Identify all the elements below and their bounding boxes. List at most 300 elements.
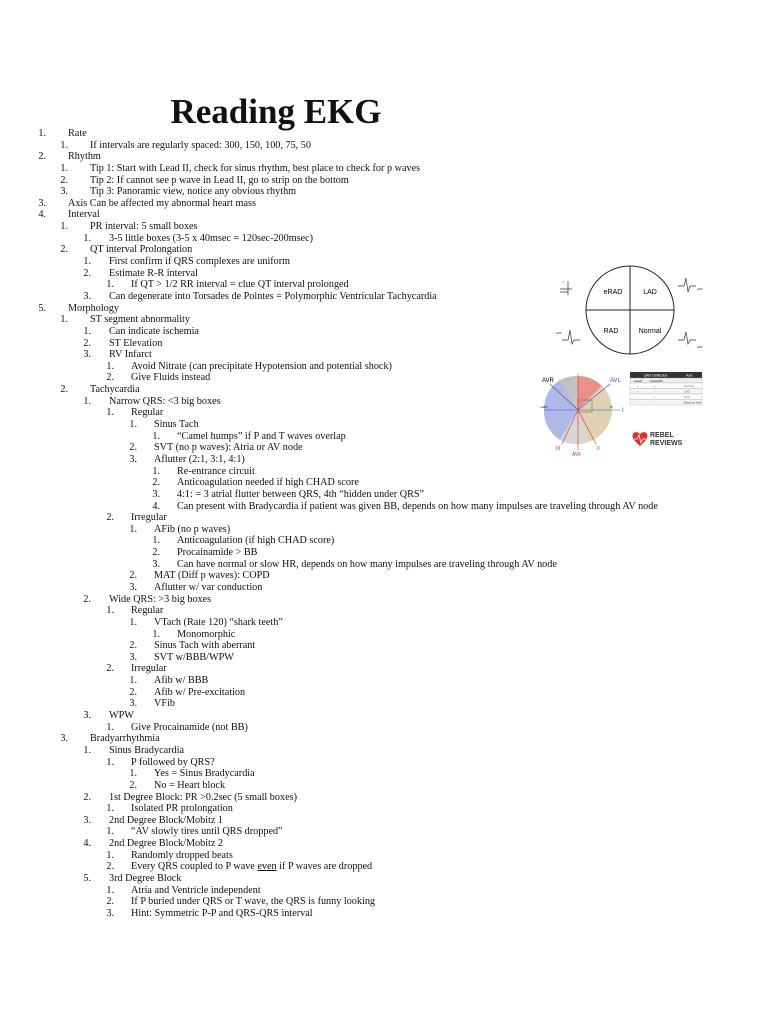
outline-text — [154, 442, 303, 454]
outline-text-part: Rhythm — [68, 151, 101, 163]
outline-number: 1. — [152, 628, 160, 640]
outline-text-part: SVT (no p waves): Atria or AV node — [154, 442, 303, 454]
outline-number: 1. — [106, 360, 114, 372]
outline-item — [40, 244, 740, 256]
outline-text — [177, 547, 257, 559]
outline-item — [40, 140, 740, 152]
outline-text-part: Interval — [68, 209, 100, 221]
outline-text — [109, 710, 134, 722]
outline-item — [40, 663, 740, 675]
outline-number: 4. — [83, 838, 91, 850]
outline-text — [90, 314, 190, 326]
outline-list — [40, 128, 740, 920]
outline-item — [40, 547, 740, 559]
outline-number: 1. — [83, 232, 91, 244]
outline-number: 3. — [106, 907, 114, 919]
outline-text-part: Hint: Symmetric P-P and QRS-QRS interval — [131, 907, 313, 919]
outline-number: 4. — [152, 500, 160, 512]
outline-text — [109, 326, 199, 338]
outline-text — [109, 268, 198, 280]
outline-item — [40, 815, 740, 827]
outline-item — [40, 570, 740, 582]
outline-number: 2. — [129, 640, 137, 652]
outline-text-part: Narrow QRS: <3 big boxes — [109, 395, 221, 407]
outline-text — [154, 687, 245, 699]
outline-text — [154, 652, 234, 664]
outline-item — [40, 128, 740, 140]
outline-item — [40, 722, 740, 734]
outline-text — [154, 640, 255, 652]
outline-number: 4. — [38, 209, 46, 221]
brand-line1: REBEL — [650, 432, 674, 439]
table-cell-axis: LAD — [684, 389, 690, 394]
outline-text-part: “Camel humps” if P and T waves overlap — [177, 430, 346, 442]
outline-item — [40, 198, 740, 210]
outline-text — [68, 198, 256, 210]
outline-number: 1. — [83, 325, 91, 337]
outline-text-part: Tip 1: Start with Lead II, check for sinus rhythm, best place to check for p waves — [90, 162, 421, 174]
outline-number: 3. — [60, 186, 68, 198]
outline-number: 1. — [106, 721, 114, 733]
outline-number: 1. — [106, 884, 114, 896]
table-cell-axis: Extreme Axis — [684, 400, 702, 405]
outline-text-part: QT interval Prolongation — [90, 244, 193, 256]
outline-text — [154, 698, 175, 710]
outline-number: 2. — [83, 791, 91, 803]
outline-item — [40, 792, 740, 804]
outline-text — [109, 291, 437, 303]
outline-text — [68, 151, 101, 163]
outline-text — [109, 349, 152, 361]
complex-lower-right — [678, 332, 696, 344]
outline-number: 3. — [60, 733, 68, 745]
outline-number: 1. — [106, 756, 114, 768]
table-cell-lead-i: - — [637, 395, 638, 399]
outline-number: 2. — [83, 337, 91, 349]
outline-number: 1. — [60, 221, 68, 233]
outline-item — [40, 850, 740, 862]
outline-text — [109, 233, 313, 245]
outline-underlined-word: even — [257, 861, 277, 873]
outline-item — [40, 780, 740, 792]
outline-text — [177, 501, 658, 513]
outline-text-part: Anticoagulation (if high CHAD score) — [177, 535, 335, 547]
outline-text-part: Monomorphic — [177, 628, 236, 640]
outline-text — [109, 873, 181, 885]
outline-text — [131, 885, 261, 897]
qrs-axis-diagram — [540, 370, 710, 458]
outline-number: 2. — [60, 384, 68, 396]
outline-number: 1. — [129, 419, 137, 431]
outline-text-part: Axis Can be affected my abnormal heart mass — [68, 197, 256, 209]
outline-text-part: Isolated PR prolongation — [131, 803, 233, 815]
outline-text-part: 2nd Degree Block/Mobitz 1 — [109, 814, 224, 826]
outline-text-part: Tip 2: If cannot see p wave in Lead II, go to strip on the bottom — [90, 174, 349, 186]
outline-text-part: Sinus Bradycardia — [109, 744, 184, 756]
outline-text — [109, 838, 223, 850]
outline-text-part: WPW — [109, 710, 134, 722]
outline-text — [90, 186, 296, 198]
label-i: I — [622, 408, 624, 414]
label-plus180: +180° — [540, 405, 548, 409]
outline-text — [68, 303, 119, 315]
outline-item — [40, 559, 740, 571]
label-avf: AVF — [572, 452, 582, 458]
outline-number: 1. — [106, 407, 114, 419]
outline-item — [40, 501, 740, 513]
outline-number: 2. — [152, 547, 160, 559]
outline-number: 1. — [60, 162, 68, 174]
outline-text-part: Can present with Bradycardia if patient was given BB, depends on how many impulses are traveling through AV node — [177, 500, 658, 512]
outline-item — [40, 151, 740, 163]
outline-number: 3. — [129, 651, 137, 663]
table-cell-lead-avf: + — [654, 395, 656, 399]
outline-item — [40, 175, 740, 187]
outline-number: 1. — [83, 256, 91, 268]
outline-text-part: Bradyarrhythmia — [90, 733, 160, 745]
outline-number: 2. — [106, 512, 114, 524]
label-zero: 0° — [610, 405, 613, 409]
outline-text — [154, 675, 208, 687]
outline-text-part: Atria and Ventricle independent — [131, 884, 261, 896]
outline-text-part: Sinus Tach with aberrant — [154, 640, 256, 652]
outline-number: 2. — [106, 372, 114, 384]
outline-item — [40, 861, 740, 873]
outline-number: 2. — [129, 779, 137, 791]
outline-item — [40, 477, 740, 489]
outline-text-part: Avoid Nitrate (can precipitate Hypotension and potential shock) — [131, 360, 392, 372]
outline-item — [40, 640, 740, 652]
outline-item — [40, 221, 740, 233]
outline-text-part: Wide QRS: >3 big boxes — [109, 593, 212, 605]
table-cell-lead-avf: + — [654, 384, 656, 388]
outline-text-part: 2nd Degree Block/Mobitz 2 — [109, 838, 224, 850]
outline-text — [90, 175, 349, 187]
outline-number: 2. — [83, 267, 91, 279]
outline-text-part: Can degenerate into Torsades de Pointes = Polymorphic Ventricular Tachycardia — [109, 290, 437, 302]
quadrant-bottom-left: RAD — [603, 328, 619, 335]
axis-quadrant-diagram — [554, 262, 704, 362]
outline-item — [40, 163, 740, 175]
outline-text — [109, 256, 290, 268]
outline-text-part: No = Heart block — [154, 779, 226, 791]
outline-item — [40, 186, 740, 198]
outline-text — [131, 722, 248, 734]
outline-text-part: 3rd Degree Block — [109, 873, 182, 884]
outline-number: 2. — [129, 570, 137, 582]
outline-number: 1. — [106, 803, 114, 815]
outline-number: 2. — [106, 663, 114, 675]
outline-number: 3. — [83, 814, 91, 826]
table-cell-axis: RAD — [684, 395, 691, 399]
outline-text — [177, 466, 255, 478]
outline-text — [154, 570, 270, 582]
outline-item — [40, 209, 740, 221]
outline-item — [40, 698, 740, 710]
outline-text-part: Irregular — [131, 512, 167, 524]
outline-item — [40, 745, 740, 757]
outline-item — [40, 675, 740, 687]
outline-text — [109, 815, 223, 827]
outline-number: 2. — [106, 896, 114, 908]
table-cell-lead-avf: - — [654, 400, 655, 405]
table-header-axis: Axis — [686, 373, 693, 378]
outline-text — [109, 338, 162, 350]
outline-text-part: “AV slowly tires until QRS dropped” — [131, 826, 283, 838]
outline-number: 2. — [106, 861, 114, 873]
label-avl: AVL — [610, 378, 621, 384]
outline-text — [131, 803, 233, 815]
outline-text — [131, 826, 283, 838]
outline-text — [131, 605, 163, 617]
outline-text-part: If P buried under QRS or T wave, the QRS is funny looking — [131, 896, 376, 908]
outline-text-part: Rate — [68, 128, 87, 139]
outline-text — [131, 896, 375, 908]
outline-text — [177, 629, 235, 641]
outline-item — [40, 489, 740, 501]
outline-number: 1. — [106, 826, 114, 838]
outline-text-part: Sinus Tach — [154, 419, 199, 431]
outline-text-part: SVT w/BBB/WPW — [154, 651, 234, 663]
complex-lower-left — [562, 330, 580, 344]
outline-item — [40, 617, 740, 629]
outline-number: 1. — [83, 744, 91, 756]
complex-upper-left — [560, 281, 572, 295]
outline-text-part: If QT > 1/2 RR interval = clue QT interval prolonged — [131, 279, 349, 291]
outline-text — [90, 140, 311, 152]
outline-item — [40, 535, 740, 547]
outline-text — [154, 582, 262, 594]
outline-text-part: 3-5 little boxes (3-5 x 40msec = 120sec-200msec) — [109, 232, 314, 244]
outline-text-part: RV Infarct — [109, 349, 152, 361]
outline-item — [40, 757, 740, 769]
outline-text — [109, 396, 221, 408]
outline-item — [40, 768, 740, 780]
outline-text — [68, 209, 100, 221]
table-header-deflection: QRS Deflection — [644, 373, 668, 378]
outline-text-part: If intervals are regularly spaced: 300, 150, 100, 75, 50 — [90, 139, 311, 151]
outline-text — [154, 617, 283, 629]
outline-number: 2. — [60, 244, 68, 256]
outline-number: 2. — [60, 174, 68, 186]
outline-number: 1. — [152, 535, 160, 547]
outline-text — [90, 244, 192, 256]
outline-item — [40, 629, 740, 641]
outline-number: 3. — [129, 581, 137, 593]
outline-number: 1. — [60, 139, 68, 151]
table-cell-lead-avf: - — [654, 389, 655, 394]
outline-number: 3. — [152, 558, 160, 570]
outline-text — [131, 372, 210, 384]
outline-text-part: Aflutter w/ var conduction — [154, 581, 263, 593]
outline-number: 3. — [38, 197, 46, 209]
outline-text-part: Re-entrance circuit — [177, 465, 255, 477]
outline-text — [131, 512, 167, 524]
outline-number: 2. — [129, 686, 137, 698]
label-ii: II — [597, 446, 600, 452]
outline-number: 2. — [152, 477, 160, 489]
outline-number: 1. — [129, 523, 137, 535]
outline-text — [109, 792, 297, 804]
outline-item — [40, 512, 740, 524]
outline-number: 3. — [83, 710, 91, 722]
table-cell-axis: Normal — [684, 384, 694, 388]
table-subheader-lead-i: Lead I — [634, 378, 643, 383]
outline-text — [154, 524, 230, 536]
outline-item — [40, 524, 740, 536]
outline-text-part: Give Procainamide (not BB) — [131, 721, 248, 733]
outline-number: 1. — [106, 605, 114, 617]
outline-text-part: Estimate R-R interval — [109, 267, 198, 279]
outline-text — [131, 757, 215, 769]
complex-upper-right — [678, 278, 696, 292]
outline-number: 1. — [106, 849, 114, 861]
outline-number: 5. — [38, 302, 46, 314]
outline-text-part: ST Elevation — [109, 337, 163, 349]
outline-text-part: Afib w/ BBB — [154, 675, 209, 687]
outline-text-part: if P waves are dropped — [276, 861, 373, 873]
lead-label-upper-left: I — [563, 280, 564, 284]
outline-text — [154, 780, 225, 792]
outline-number: 1. — [129, 616, 137, 628]
outline-text — [131, 663, 167, 675]
outline-text — [90, 163, 420, 175]
outline-text — [131, 861, 372, 873]
outline-text-part: Aflutter (2:1, 3:1, 4:1) — [154, 453, 245, 465]
outline-text-part: ST segment abnormality — [90, 314, 190, 326]
outline-number: 1. — [129, 768, 137, 780]
lead-label-upper-right: aVF — [697, 287, 703, 291]
outline-item — [40, 582, 740, 594]
outline-text — [131, 908, 313, 920]
quadrant-top-right: LAD — [643, 289, 657, 296]
outline-text-part: Tip 3: Panoramic view, notice any obvious rhythm — [90, 186, 297, 198]
outline-number: 3. — [129, 453, 137, 465]
table-cell-lead-i: + — [637, 389, 639, 394]
outline-number: 1. — [129, 675, 137, 687]
outline-text — [131, 850, 233, 862]
outline-text — [177, 489, 424, 501]
outline-text — [131, 279, 349, 291]
outline-item — [40, 873, 740, 885]
outline-number: 1. — [38, 128, 46, 139]
outline-text-part: VFib — [154, 698, 175, 710]
lead-label-lower-right: aVF — [697, 345, 703, 349]
page-title: Reading EKG — [170, 92, 382, 131]
outline-number: 1. — [60, 314, 68, 326]
outline-text-part: MAT (Diff p waves): COPD — [154, 570, 270, 582]
outline-item — [40, 233, 740, 245]
outline-number: 1. — [152, 430, 160, 442]
outline-text — [109, 745, 184, 757]
outline-number: 1. — [152, 465, 160, 477]
outline-text-part: Regular — [131, 407, 164, 419]
outline-item — [40, 803, 740, 815]
outline-text — [154, 419, 199, 431]
outline-text — [177, 559, 557, 571]
brand-line2: REVIEWS — [650, 440, 683, 447]
outline-text-part: Regular — [131, 605, 164, 617]
outline-item — [40, 652, 740, 664]
outline-number: 2. — [38, 151, 46, 163]
outline-text-part: P followed by QRS? — [131, 756, 215, 768]
table-subheader-lead-avf: Lead aVF — [650, 378, 664, 383]
outline-text — [131, 407, 163, 419]
outline-text — [90, 733, 160, 745]
outline-text — [177, 535, 334, 547]
outline-item — [40, 908, 740, 920]
outline-text-part: AFib (no p waves) — [154, 523, 231, 535]
outline-number: 1. — [83, 395, 91, 407]
outline-item — [40, 826, 740, 838]
label-iii: III — [556, 446, 561, 452]
outline-text-part: Randomly dropped beats — [131, 849, 233, 861]
quadrant-bottom-right: Normal — [638, 328, 662, 335]
outline-text — [154, 454, 245, 466]
outline-number: 2. — [129, 442, 137, 454]
outline-text — [131, 361, 392, 373]
outline-text-part: Can indicate ischemia — [109, 325, 199, 337]
outline-text — [90, 384, 140, 396]
qrs-deflection-table — [630, 372, 702, 405]
lead-label-lower-left: aVF — [556, 331, 562, 335]
outline-item — [40, 733, 740, 745]
outline-item — [40, 896, 740, 908]
outline-text-part: Every QRS coupled to P wave — [131, 861, 258, 873]
table-row — [630, 394, 702, 400]
outline-number: 5. — [83, 873, 91, 884]
outline-text-part: PR interval: 5 small boxes — [90, 221, 198, 233]
outline-text — [90, 221, 198, 233]
outline-text — [177, 431, 346, 443]
outline-text-part: Give Fluids instead — [131, 372, 211, 384]
outline-number: 3. — [152, 488, 160, 500]
outline-item — [40, 838, 740, 850]
outline-text-part: 1st Degree Block: PR >0.2sec (5 small boxes) — [109, 791, 297, 803]
outline-number: 3. — [83, 349, 91, 361]
table-cell-lead-i: - — [637, 400, 638, 405]
quadrant-top-left: eRAD — [603, 289, 623, 296]
outline-text-part: Yes = Sinus Bradycardia — [154, 768, 255, 780]
outline-item — [40, 466, 740, 478]
outline-number: 3. — [129, 698, 137, 710]
outline-text-part: VTach (Rate 120) “shark teeth” — [154, 616, 283, 628]
outline-item — [40, 710, 740, 722]
outline-text — [154, 768, 255, 780]
outline-item — [40, 687, 740, 699]
outline-item — [40, 885, 740, 897]
outline-text-part: Procainamide > BB — [177, 547, 258, 559]
outline-text-part: 4:1: = 3 atrial flutter between QRS, 4th “hidden under QRS” — [177, 488, 425, 500]
outline-item — [40, 605, 740, 617]
table-row — [630, 389, 702, 395]
outline-number: 2. — [83, 593, 91, 605]
outline-text-part: Tachycardia — [90, 384, 140, 396]
outline-text-part: Irregular — [131, 663, 167, 675]
outline-text-part: Anticoagulation needed if high CHAD score — [177, 477, 359, 489]
outline-text — [177, 477, 359, 489]
outline-text-part: Morphology — [68, 302, 119, 314]
outline-text-part: First confirm if QRS complexes are uniform — [109, 256, 291, 268]
outline-text-part: Afib w/ Pre-excitation — [154, 686, 246, 698]
table-cell-lead-i: + — [637, 384, 639, 388]
outline-number: 3. — [83, 290, 91, 302]
outline-text — [68, 128, 87, 140]
label-avr: AVR — [542, 378, 554, 384]
outline-text-part: Can have normal or slow HR, depends on how many impulses are traveling through AV node — [177, 558, 557, 570]
outline-text — [109, 594, 211, 606]
outline-item — [40, 594, 740, 606]
